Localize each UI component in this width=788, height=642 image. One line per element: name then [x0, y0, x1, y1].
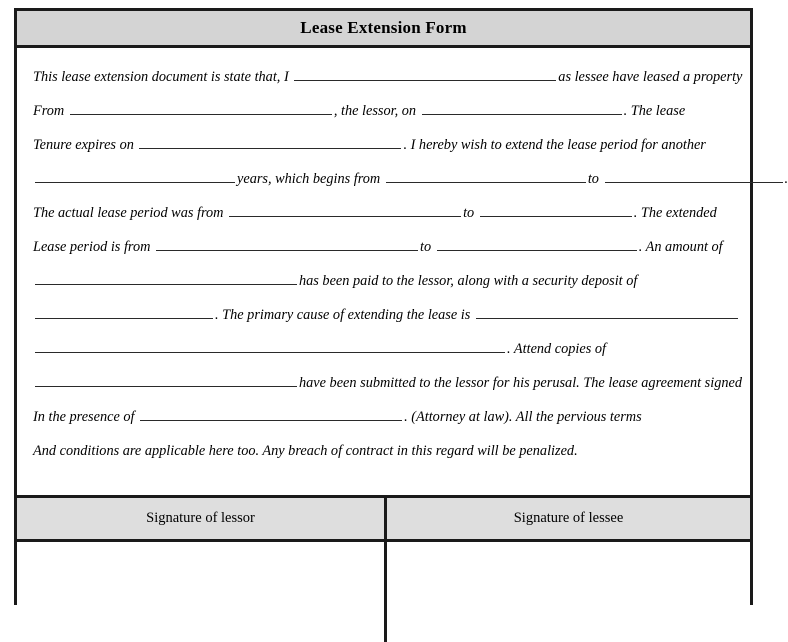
form-text-run: to [420, 239, 432, 255]
form-text-run: . An amount of [638, 239, 723, 255]
fill-in-blank[interactable] [437, 238, 637, 251]
fill-in-blank[interactable] [139, 136, 401, 149]
form-body [17, 48, 788, 495]
signature-body-row [17, 542, 750, 642]
form-text-line [33, 162, 788, 196]
form-text-line [33, 264, 734, 298]
form-text-run: . Attend copies of [507, 341, 607, 357]
form-text-line [33, 230, 734, 264]
form-text-line [33, 400, 734, 434]
form-text-line [33, 434, 734, 468]
form-text-run: , the lessor, on [333, 103, 417, 119]
form-text-line [33, 298, 734, 332]
form-text-run: . (Attorney at law). All the pervious terms [404, 409, 642, 425]
signature-lessee-header [387, 498, 750, 539]
form-text-run: This lease extension document is state that, I [33, 69, 289, 85]
signature-lessor-field[interactable] [17, 542, 387, 642]
fill-in-blank[interactable] [422, 102, 622, 115]
signature-lessor-label: Signature of lessor [146, 510, 255, 526]
signature-lessee-field[interactable] [387, 542, 750, 642]
form-text-line [33, 60, 743, 94]
form-text-line [33, 94, 734, 128]
form-title-band [17, 11, 750, 48]
form-text-run: Tenure expires on [33, 137, 134, 153]
form-text-line [33, 332, 734, 366]
fill-in-blank[interactable] [140, 408, 402, 421]
form-text-run: as lessee have leased a property [558, 69, 743, 85]
fill-in-blank[interactable] [35, 272, 297, 285]
form-text-run: From [33, 103, 65, 119]
fill-in-blank[interactable] [35, 374, 297, 387]
form-text-run: . [784, 171, 788, 187]
fill-in-blank[interactable] [605, 170, 783, 183]
form-text-run: have been submitted to the lessor for his perusal. The lease agreement signed [299, 375, 743, 391]
form-text-run: to [587, 171, 599, 187]
fill-in-blank[interactable] [480, 204, 632, 217]
fill-in-blank[interactable] [35, 340, 505, 353]
form-text-run: . The primary cause of extending the lease is [215, 307, 471, 323]
form-text-run: . I hereby wish to extend the lease period for another [403, 137, 706, 153]
signature-header-row [17, 498, 750, 542]
form-text-line [33, 196, 734, 230]
form-text-run: The actual lease period was from [33, 205, 224, 221]
fill-in-blank[interactable] [229, 204, 461, 217]
signature-table [17, 495, 750, 642]
page-title: Lease Extension Form [300, 18, 467, 37]
form-text-line [33, 366, 743, 400]
form-text-run: In the presence of [33, 409, 135, 425]
form-text-run: has been paid to the lessor, along with a security deposit of [299, 273, 638, 289]
signature-lessor-header [17, 498, 387, 539]
fill-in-blank[interactable] [294, 68, 556, 81]
form-text-run: And conditions are applicable here too. Any breach of contract in this regard will be penalized. [33, 443, 578, 459]
form-text-run: . The lease [623, 103, 686, 119]
fill-in-blank[interactable] [386, 170, 586, 183]
fill-in-blank[interactable] [70, 102, 332, 115]
form-text-run: to [463, 205, 475, 221]
fill-in-blank[interactable] [156, 238, 418, 251]
fill-in-blank[interactable] [476, 306, 738, 319]
signature-lessee-label: Signature of lessee [513, 510, 624, 526]
fill-in-blank[interactable] [35, 306, 213, 319]
fill-in-blank[interactable] [35, 170, 235, 183]
form-text-run: . The extended [633, 205, 717, 221]
lease-extension-form [14, 8, 788, 605]
form-text-run: Lease period is from [33, 239, 151, 255]
form-text-run: years, which begins from [237, 171, 381, 187]
form-text-line [33, 128, 734, 162]
